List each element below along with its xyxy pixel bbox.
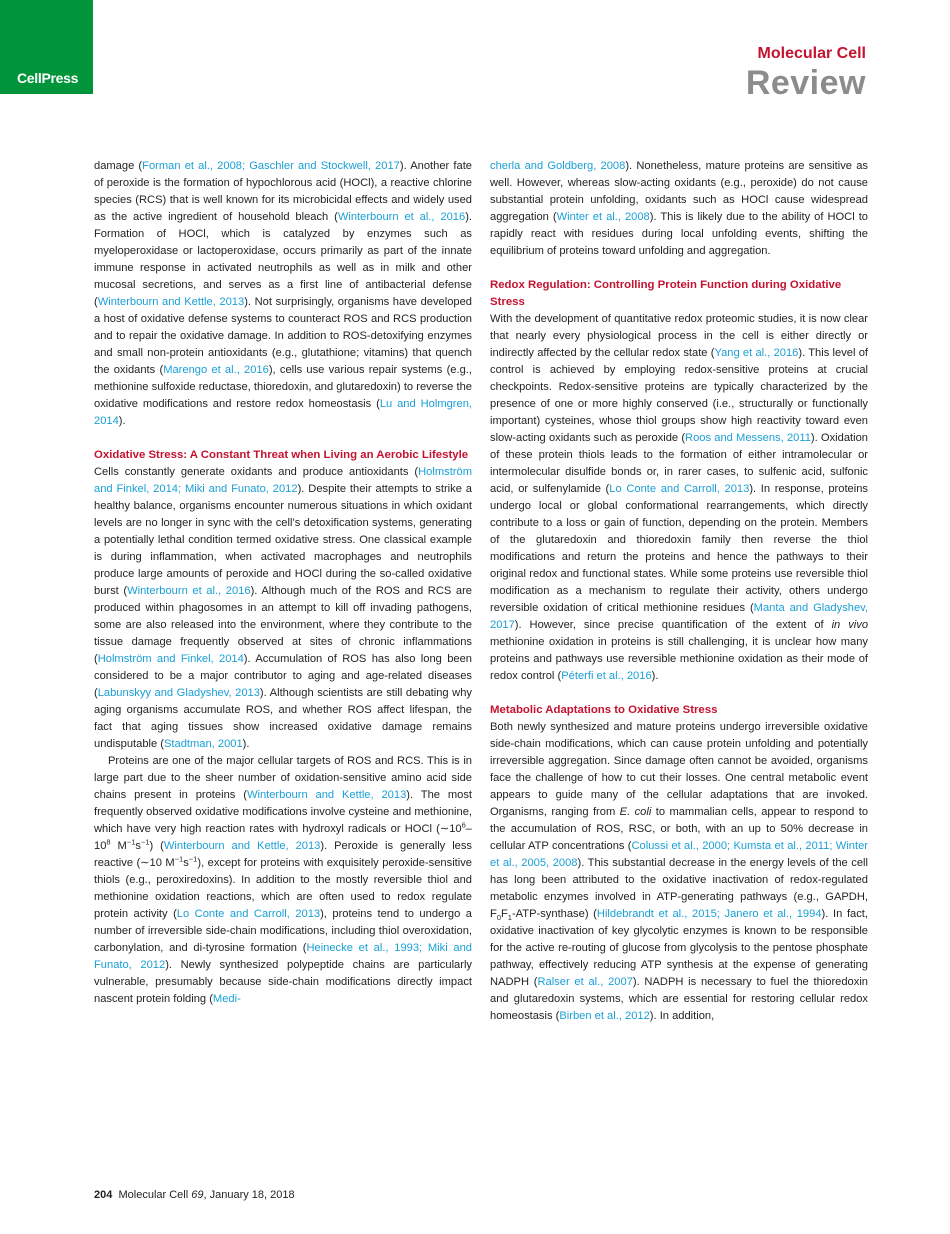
text: ). Despite their attempts to strike a healthy balance, organisms encounter numerous situations in which oxidant levels are no longer in sync with the cell’s detoxification systems, generating a potentially lethal condition termed oxidative stress. One classical example is during inflammation, when activated macrophages and neutrophils produce large amounts of peroxide and HOCl during the so-called oxidative burst ( [94,483,472,597]
citation-link[interactable]: Manta and Gladyshev, 2017 [490,602,868,631]
citation-link[interactable]: Birben et al., 2012 [559,1010,650,1022]
text: Proteins are one of the major cellular targets of ROS and RCS. This is in large part due to the sheer number of oxidation-sensitive amino acid side chains present in proteins ( [94,755,472,801]
section-label: Review [745,64,866,102]
left-column [94,158,472,1008]
text: ). NADPH is necessary to fuel the thioredoxin and glutaredoxin systems, which are essential for restoring cellular redox homeostasis ( [490,976,868,1022]
citation-link[interactable]: Péterfi et al., 2016 [561,670,652,682]
text: s [183,857,189,869]
text: ). [242,738,250,750]
page-footer [94,1189,295,1201]
superscript: −1 [140,837,150,847]
text: ). [651,670,659,682]
citation-link[interactable]: Ralser et al., 2007 [537,976,633,988]
text: ). Another fate of peroxide is the formation of hypochlorous acid (HOCl), a reactive chlorine species (RCS) that is well known for its microbicidal effects and widely used as the active ingredient of household bleach ( [94,160,472,223]
citation-link[interactable]: Holmström and Finkel, 2014; Miki and Funato, 2012 [94,466,472,495]
paragraph [94,158,472,430]
citation-link[interactable]: Winterbourn et al., 2016 [337,211,466,223]
citation-link[interactable]: Yang et al., 2016 [714,347,799,359]
citation-link[interactable]: Winterbourn and Kettle, 2013 [97,296,245,308]
text: –10 [94,823,472,852]
citation-link[interactable]: Marengo et al., 2016 [163,364,269,376]
citation-link[interactable]: Colussi et al., 2000; Kumsta et al., 2011; Winter et al., 2005, 2008 [490,840,868,869]
citation-link[interactable]: cherla and Goldberg, 2008 [490,160,626,172]
text: ). Oxidation of these protein thiols leads to the formation of either intramolecular or intermolecular disulfide bonds or, in rarer cases, to sulfenic acid, sulfonic acid, or sulfenylamide ( [490,432,868,495]
text: ). However, since precise quantification of the extent of [514,619,832,631]
superscript: −1 [188,854,198,864]
text: s [135,840,141,852]
text: ). Although much of the ROS and RCS are produced within phagosomes in an attempt to kill off invading pathogens, some are also released into the environment, where they contribute to the tissue damage frequently observed at sites of chronic inflammations ( [94,585,473,665]
citation-link[interactable]: Lu and Holmgren, 2014 [94,398,472,427]
text: ). Nonetheless, mature proteins are sensitive as well. However, whereas slow-acting oxidants (e.g., peroxide) do not cause substantial protein unfolding, oxidants such as HOCl cause widespread aggregation ( [490,160,868,223]
citation-prefix: Molecular Cell [118,1189,192,1201]
text: ). In response, proteins undergo local or global conformational rearrangements, which directly contribute to a loss or gain of function, depending on the protein. Members of the glutaredoxin and thioredoxin family then reverse the thiol modifications and return the proteins and hence the pathways to their original redox and functional states. While some proteins use reversible thiol modification as a mechanism to regulate their activity, others undergo reversible oxidation of critical methionine residues ( [490,483,868,614]
section-heading: Metabolic Adaptations to Oxidative Stress [490,704,718,716]
citation-link[interactable]: Hildebrandt et al., 2015; Janero et al., 1994 [596,908,822,920]
superscript: −1 [174,854,184,864]
text: ). Formation of HOCl, which is catalyzed by enzymes such as myeloperoxidase or lactoperoxidase, occurs primarily as part of the innate immune response in activated neutrophils as well as in milk and other mucosal secretions, and serves as a first line of antibacterial defense ( [94,211,472,308]
citation-link[interactable]: Stadtman, 2001 [164,738,243,750]
text: ). The most frequently observed oxidative modifications involve cysteine and methionine, which have very high reaction rates with hydroxyl radicals or HOCl (∼10 [94,789,472,835]
citation-link[interactable]: Winterbourn et al., 2016 [127,585,251,597]
citation-link[interactable]: Lo Conte and Carroll, 2013 [176,908,321,920]
section-heading: Oxidative Stress: A Constant Threat when Living an Aerobic Lifestyle [94,449,469,461]
citation-link[interactable]: Winter et al., 2008 [556,211,650,223]
citation-link[interactable]: Holmström and Finkel, 2014 [97,653,244,665]
right-column [490,158,868,1025]
text: -ATP-synthase) ( [511,908,597,920]
paragraph [490,311,868,685]
subscript: 1 [507,913,512,923]
text: ), cells use various repair systems (e.g., methionine sulfoxide reductase, thioredoxin, and glutaredoxin) to reverse the oxidative modifications and restore redox homeostasis ( [94,364,472,410]
citation-link[interactable]: Heinecke et al., 1993; Miki and Funato, 2012 [94,942,473,971]
italic-text: E. coli [619,806,652,818]
paragraph [94,753,472,1008]
superscript: 6 [461,820,466,830]
citation-link[interactable]: Roos and Messens, 2011 [685,432,811,444]
text: ). In fact, oxidative inactivation of key glycolytic enzymes is known to be responsible for the active re-routing of glucose from glycolysis to the pentose phosphate pathway, effectively reducing ATP synthesis at the expense of generating NADPH ( [490,908,868,988]
text: ). [118,415,126,427]
text: ), except for proteins with exquisitely peroxide-sensitive thiols (e.g., peroxiredoxins). In addition to the mostly reversible thiol and methionine oxidation reactions, which are often used to redox regulate protein activity ( [94,857,473,920]
superscript: −1 [126,837,136,847]
text: Both newly synthesized and mature proteins undergo irreversible oxidative side-chain modifications, which can cause protein unfolding and potentially irreversible aggregation. Since damage often cannot be avoided, organisms face the challenge of how to cut their losses. One central metabolic event appears to guide many of the cellular adaptations that are invoked. Organisms, ranging from [490,721,868,818]
citation-link[interactable]: Winterbourn and Kettle, 2013 [163,840,321,852]
citation-link[interactable]: Winterbourn and Kettle, 2013 [246,789,407,801]
text: ). This level of control is achieved by employing redox-sensitive proteins at crucial checkpoints. Redox-sensitive proteins are typically characterized by the presence of one or more highly conserved (i.e., structurally or functionally important) cysteines, whose thiol groups show high reactivity toward even slow-acting oxidants such as peroxide ( [490,347,868,444]
volume: 69 [191,1189,204,1201]
text: to mammalian cells, appear to respond to the accumulation of ROS, RSC, or both, with an up to 50% decrease in cellular ATP concentrations ( [490,806,869,852]
text: ). Not surprisingly, organisms have developed a host of oxidative defense systems to counteract ROS and RCS production and to repair the oxidative damage. In addition to ROS-detoxifying enzymes and small non-protein antioxidants (e.g., glutathione; vitamins) that quench the oxidants ( [94,296,472,376]
cellpress-logo-text: CellPress [17,70,79,86]
subscript: 0 [496,913,501,923]
citation-link[interactable]: Lo Conte and Carroll, 2013 [609,483,750,495]
text: Cells constantly generate oxidants and produce antioxidants ( [94,466,419,478]
text: damage ( [94,160,143,172]
citation-link[interactable]: Labunskyy and Gladyshev, 2013 [97,687,260,699]
page-number: 204 [94,1189,113,1201]
italic-text: in vivo [831,619,869,631]
text: ). Accumulation of ROS has also long been considered to be a major contributor to aging and age-related diseases ( [94,653,472,699]
text: With the development of quantitative redox proteomic studies, it is now clear that nearly every physiological process in the cell is either directly or indirectly affected by the cellular redox state ( [490,313,868,359]
text: M [110,840,127,852]
cellpress-logo [0,0,93,94]
text: ). This is likely due to the ability of HOCl to rapidly react with residues during local unfolding events, shifting the equilibrium of proteins toward unfolding and aggregation. [490,211,868,257]
paragraph [490,158,868,260]
text: ), proteins tend to undergo a number of irreversible side-chain modifications, including thiol overoxidation, carbonylation, and di-tyrosine formation ( [94,908,472,954]
citation-suffix: , January 18, 2018 [203,1189,295,1201]
section-heading: Redox Regulation: Controlling Protein Function during Oxidative Stress [490,279,842,308]
citation-link[interactable]: Medi- [212,993,241,1005]
text: methionine oxidation in proteins is still challenging, it is unclear how many proteins and pathways use reversible methionine oxidation as their mode of redox control ( [490,636,868,682]
text: ). Newly synthesized polypeptide chains are particularly vulnerable, presumably because side-chain modifications directly impact nascent protein folding ( [94,959,472,1005]
text: F [500,908,508,920]
paragraph [490,719,868,1025]
paragraph [94,464,472,753]
text: ). In addition, [649,1010,715,1022]
journal-title: Molecular Cell [757,45,866,62]
text: ). Although scientists are still debating why aging organisms accumulate ROS, and whether ROS affect lifespan, the fact that aging tissues show increased oxidative damage remains undisputable ( [94,687,472,750]
text: ). Peroxide is generally less reactive (∼10 M [94,840,473,869]
citation-link[interactable]: Forman et al., 2008; Gaschler and Stockwell, 2017 [142,160,400,172]
text: ). This substantial decrease in the energy levels of the cell has long been attributed to the oxidative inactivation of redox-regulated metabolic enzymes involved in ATP-generating pathways (e.g., GAPDH, F [490,857,868,920]
text: ) ( [149,840,164,852]
superscript: 8 [106,837,111,847]
